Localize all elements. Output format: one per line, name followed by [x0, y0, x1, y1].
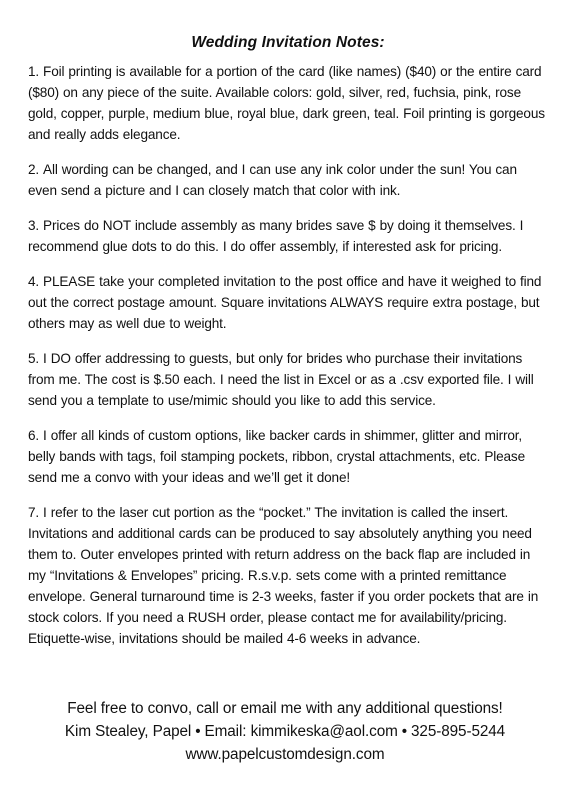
- footer-contact-line: [0, 720, 570, 743]
- note-text: All wording can be changed, and I can use any ink color under the sun! You can even send a picture and I can closely match that color with ink.: [28, 162, 517, 198]
- note-number: 4.: [28, 274, 40, 289]
- email-label: Email:: [204, 723, 247, 740]
- note-6: [28, 425, 548, 488]
- note-text: PLEASE take your completed invitation to the post office and have it weighed to find out the correct postage amount. Square invitations ALWAYS require extra postage, but others may as well due to weight.: [28, 274, 542, 331]
- note-text: I offer all kinds of custom options, like backer cards in shimmer, glitter and mirror, belly bands with tags, foil stamping pockets, ribbon, crystal attachments, etc. Please send me a convo with your ideas and we’ll get it done!: [28, 428, 525, 485]
- note-text: I DO offer addressing to guests, but only for brides who purchase their invitations from me. The cost is $.50 each. I need the list in Excel or as a .csv exported file. I will send you a template to use/mimic should you like to add this service.: [28, 351, 534, 408]
- note-3: [28, 215, 548, 257]
- note-text: Foil printing is available for a portion of the card (like names) ($40) or the entire card ($80) on any piece of the suite. Available colors: gold, silver, red, fuchsia, pink, rose gold, copper, purple, medium blue, royal blue, dark green, teal. Foil printing is gorgeous and really adds elegance.: [28, 64, 545, 142]
- note-5: [28, 348, 548, 411]
- note-7: [28, 502, 548, 649]
- note-number: 2.: [28, 162, 40, 177]
- page-title: Wedding Invitation Notes:: [191, 34, 385, 51]
- website-link[interactable]: www.papelcustomdesign.com: [185, 746, 385, 763]
- note-4: [28, 271, 548, 334]
- footer-invitation-line: Feel free to convo, call or email me with any additional questions!: [67, 700, 503, 717]
- note-number: 7.: [28, 505, 40, 520]
- note-number: 1.: [28, 64, 40, 79]
- bullet-separator: •: [401, 723, 408, 740]
- phone-number[interactable]: 325-895-5244: [411, 723, 506, 740]
- email-address[interactable]: kimmikeska@aol.com: [250, 723, 398, 740]
- note-text: Prices do NOT include assembly as many brides save $ by doing it themselves. I recommend glue dots to do this. I do offer assembly, if interested ask for pricing.: [28, 218, 524, 254]
- note-number: 6.: [28, 428, 40, 443]
- note-text: I refer to the laser cut portion as the “pocket.” The invitation is called the insert. Invitations and additional cards can be produced to say absolutely anything you need them to. Outer envelopes printed with return address on the back flap are included in my “Invitations & Envelopes” pricing. R.s.v.p. sets come with a printed remittance envelope. General turnaround time is 2-3 weeks, faster if you order pockets that are in stock colors. If you need a RUSH order, please contact me for availability/pricing. Etiquette-wise, invitations should be mailed 4-6 weeks in advance.: [28, 505, 539, 646]
- note-1: [28, 61, 548, 145]
- note-number: 5.: [28, 351, 40, 366]
- note-number: 3.: [28, 218, 40, 233]
- contact-name: Kim Stealey, Papel: [64, 723, 192, 740]
- contact-footer: [0, 697, 570, 766]
- bullet-separator: •: [195, 723, 201, 740]
- note-2: [28, 159, 548, 201]
